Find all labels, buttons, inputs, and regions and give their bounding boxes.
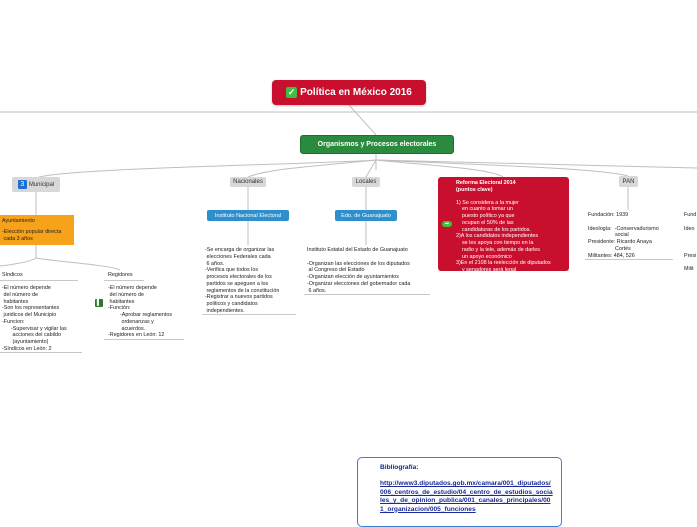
- sindicos-underline: [0, 280, 78, 281]
- pan-text: Fundación: 1939 Ideología: -Conservadurismo social Presidente: Ricardo Anaya Cortés Militantes: 484, 526: [588, 212, 659, 259]
- sindicos-text-underline: [0, 352, 82, 353]
- book-icon: ▌: [96, 300, 102, 306]
- arrow-right-icon: ➡: [442, 221, 452, 227]
- number-badge-icon: 3: [18, 180, 27, 189]
- locales-label: Locales: [355, 179, 377, 185]
- ayuntamiento-topic[interactable]: [0, 215, 74, 245]
- root-topic[interactable]: [272, 80, 426, 105]
- bibliografia-note[interactable]: [357, 457, 562, 527]
- municipal-topic[interactable]: [12, 177, 60, 192]
- regidores-text: -El número depende del número de habitantes -Función: -Aprobar reglamentos ordenanzas y acuerdos. -Regidores en León: 12: [108, 285, 173, 339]
- nacionales-topic[interactable]: [230, 177, 266, 187]
- regidores-text-underline: [104, 339, 184, 340]
- ayuntamiento-desc: -Elección popular directa cada 3 años: [2, 229, 62, 242]
- next-party-text: Fund Ideo Presi Milit: [684, 212, 697, 272]
- bibliografia-title: Bibliografía:: [380, 464, 419, 471]
- regidores-title: Regidores: [108, 272, 133, 278]
- reforma-title: Reforma Electoral 2014 (puntos clave): [456, 180, 516, 193]
- checkmark-icon: ✓: [287, 87, 296, 97]
- reforma-topic[interactable]: [438, 177, 569, 271]
- ine-label: Instituto Nacional Electoral: [214, 212, 282, 219]
- regidores-underline: [104, 280, 144, 281]
- pan-underline: [585, 259, 673, 260]
- pan-label: PAN: [622, 178, 635, 185]
- guanajuato-label: Edo. de Guanajuato: [341, 212, 391, 219]
- organismos-topic[interactable]: [300, 135, 454, 154]
- ine-topic[interactable]: [207, 210, 289, 221]
- root-topic-label: Política en México 2016: [300, 87, 412, 98]
- nacionales-label: Nacionales: [233, 179, 263, 185]
- locales-topic[interactable]: [352, 177, 380, 187]
- ine-text: -Se encarga de organizar las elecciones Federales cada 6 años. -Verifica que todos los procesos electorales de los partidos se apeguen a los reglamentos de la constitución -Registrar a nuevos partidos politicos y candidatos independientes.: [205, 247, 280, 314]
- guanajuato-text: Instituto Estatal del Estado de Guanajuato -Organizan las elecciones de los diputados al Congreso del Estado -Organizan elección de ayuntamientos -Organizar elecciones del gobernador cada 6 años.: [307, 247, 411, 294]
- ine-underline: [202, 314, 296, 315]
- guanajuato-topic[interactable]: [335, 210, 397, 221]
- ayuntamiento-label: Ayuntamiento: [2, 218, 35, 224]
- reforma-body: 1) Se considera a la mujer en cuanto a tomar un puesto político ya que ocupan el 50% de las candidaturas de los partidos. 2)A los candidatos independientes se les apoya con tiempo en la radio y la tele, además de darles un apoyo económico 3)En el 2108 la reelección de diputados y senadores será legal: [456, 199, 551, 273]
- municipal-label: Municipal: [28, 181, 55, 188]
- sindicos-title: Síndicos: [2, 272, 23, 278]
- organismos-label: Organismos y Procesos electorales: [317, 141, 437, 148]
- sindicos-text: -El número depende del número de habitantes -Son los representantes juridicos del Municipio -Funcion: -Supervisar y vigilar las acciones del cabildo (ayuntamiento) -Síndicos en León: 2: [2, 285, 67, 352]
- bibliografia-link[interactable]: http://www3.diputados.gob.mx/camara/001_diputados/006_centros_de_estudio/04_centro_de_estudios_sociales_y_de_opinion_publica/001_canales_principales/001_organizacion/005_funciones: [380, 480, 553, 513]
- guanajuato-underline: [304, 294, 430, 295]
- pan-topic[interactable]: [619, 176, 638, 187]
